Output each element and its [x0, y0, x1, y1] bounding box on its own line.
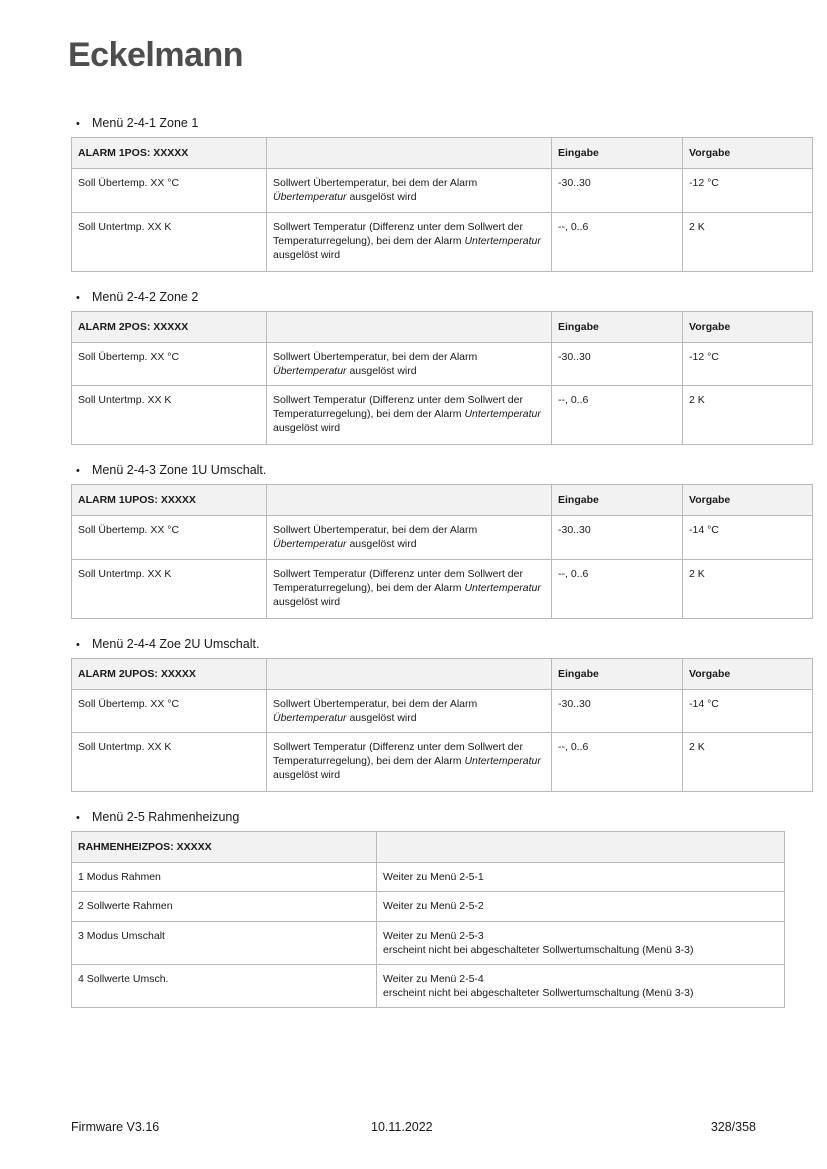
desc-emphasis: Untertemperatur: [464, 234, 541, 247]
table-row: [72, 733, 813, 792]
table-header-cell-default: Vorgabe: [683, 138, 813, 169]
menu-table: [71, 831, 785, 1008]
footer-firmware: Firmware V3.16: [71, 1120, 160, 1134]
bullet-dot: •: [76, 638, 80, 651]
section-bullet-heading: [71, 290, 756, 304]
table-header-cell-title: ALARM 2UPOS: XXXXX: [72, 658, 267, 689]
desc-post: ausgelöst wird: [273, 422, 341, 435]
menu-entry-note: erscheint nicht bei abgeschalteter Sollwertumschaltung (Menü 3-3): [383, 943, 694, 956]
menu-entry-name: 4 Sollwerte Umsch.: [72, 964, 377, 1007]
desc-emphasis: Übertemperatur: [273, 538, 347, 551]
table-row: [72, 386, 813, 445]
table-header-cell-input: Eingabe: [552, 485, 683, 516]
desc-pre: Sollwert Übertemperatur, bei dem der Alarm: [273, 350, 478, 363]
table-row: [72, 516, 813, 559]
bullet-dot: •: [76, 465, 80, 478]
table-header-cell-desc: [267, 311, 552, 342]
param-description: [267, 342, 552, 385]
param-default-value: -14 °C: [683, 516, 813, 559]
param-input-range: --, 0..6: [552, 559, 683, 618]
table-row: [72, 921, 785, 964]
table-header-cell-default: Vorgabe: [683, 485, 813, 516]
table-row: [72, 342, 813, 385]
desc-post: ausgelöst wird: [273, 248, 341, 261]
section-heading-text: Menü 2-4-4 Zoe 2U Umschalt.: [92, 636, 260, 651]
table-header-cell-input: Eingabe: [552, 658, 683, 689]
section-heading-text: Menü 2-5 Rahmenheizung: [92, 810, 240, 825]
desc-emphasis: Übertemperatur: [273, 364, 347, 377]
desc-post: ausgelöst wird: [346, 364, 417, 377]
param-name: Soll Übertemp. XX °C: [72, 516, 267, 559]
param-name: Soll Übertemp. XX °C: [72, 169, 267, 212]
desc-emphasis: Übertemperatur: [273, 191, 347, 204]
menu-entry-target: [377, 863, 785, 892]
desc-pre: Sollwert Übertemperatur, bei dem der Alarm: [273, 177, 478, 190]
desc-emphasis: Untertemperatur: [464, 581, 541, 594]
table-header-cell-input: Eingabe: [552, 138, 683, 169]
table-header-row: [72, 832, 785, 863]
param-input-range: --, 0..6: [552, 733, 683, 792]
table-header-row: [72, 138, 813, 169]
desc-pre: Sollwert Übertemperatur, bei dem der Alarm: [273, 524, 478, 537]
param-default-value: -12 °C: [683, 169, 813, 212]
menu-target-text: Weiter zu Menü 2-5-1: [383, 871, 484, 884]
desc-emphasis: Untertemperatur: [464, 755, 541, 768]
table-header-cell-desc: [267, 485, 552, 516]
param-name: Soll Untertmp. XX K: [72, 386, 267, 445]
section-heading-text: Menü 2-4-2 Zone 2: [92, 289, 199, 304]
param-name: Soll Untertmp. XX K: [72, 212, 267, 271]
table-header-cell-default: Vorgabe: [683, 658, 813, 689]
table-header-cell-title: ALARM 1UPOS: XXXXX: [72, 485, 267, 516]
table-header-row: [72, 485, 813, 516]
section-heading-text: Menü 2-4-1 Zone 1: [92, 116, 199, 130]
section-heading-text: Menü 2-4-3 Zone 1U Umschalt.: [92, 463, 267, 478]
menu-entry-target: [377, 892, 785, 921]
param-description: [267, 212, 552, 271]
param-name: Soll Untertmp. XX K: [72, 733, 267, 792]
menu-target-text: Weiter zu Menü 2-5-4: [383, 972, 484, 985]
table-header-cell-title: ALARM 1POS: XXXXX: [72, 138, 267, 169]
param-input-range: -30..30: [552, 169, 683, 212]
company-logo: Eckelmann: [68, 36, 244, 74]
table-row: [72, 169, 813, 212]
desc-post: ausgelöst wird: [346, 711, 417, 724]
section-bullet-heading: [71, 810, 756, 824]
table-header-row: [72, 311, 813, 342]
parameter-table: [71, 137, 813, 272]
desc-post: ausgelöst wird: [273, 595, 341, 608]
menu-entry-name: 3 Modus Umschalt: [72, 921, 377, 964]
param-input-range: -30..30: [552, 516, 683, 559]
table-row: [72, 559, 813, 618]
bullet-dot: •: [76, 812, 80, 825]
param-default-value: 2 K: [683, 386, 813, 445]
param-input-range: --, 0..6: [552, 386, 683, 445]
table-header-row: [72, 658, 813, 689]
menu-entry-name: 2 Sollwerte Rahmen: [72, 892, 377, 921]
param-default-value: 2 K: [683, 559, 813, 618]
table-row: [72, 892, 785, 921]
desc-pre: Sollwert Temperatur (Differenz unter dem Sollwert der Temperaturregelung), bei dem der Alarm: [273, 567, 523, 594]
table-header-cell-desc: [267, 138, 552, 169]
desc-pre: Sollwert Temperatur (Differenz unter dem Sollwert der Temperaturregelung), bei dem der Alarm: [273, 741, 523, 768]
param-description: [267, 733, 552, 792]
param-default-value: -12 °C: [683, 342, 813, 385]
table-header-cell-default: Vorgabe: [683, 311, 813, 342]
desc-pre: Sollwert Temperatur (Differenz unter dem Sollwert der Temperaturregelung), bei dem der Alarm: [273, 220, 523, 247]
desc-post: ausgelöst wird: [273, 769, 341, 782]
bullet-dot: •: [76, 291, 80, 304]
parameter-table: [71, 658, 813, 793]
section-bullet-heading: [71, 463, 756, 477]
param-input-range: --, 0..6: [552, 212, 683, 271]
document-content: [71, 116, 756, 1026]
desc-emphasis: Untertemperatur: [464, 408, 541, 421]
menu-entry-target: [377, 964, 785, 1007]
table-header-cell-desc: [267, 658, 552, 689]
param-description: [267, 169, 552, 212]
param-default-value: 2 K: [683, 212, 813, 271]
param-input-range: -30..30: [552, 689, 683, 732]
table-row: [72, 212, 813, 271]
param-description: [267, 386, 552, 445]
param-default-value: 2 K: [683, 733, 813, 792]
table-header-cell-title: ALARM 2POS: XXXXX: [72, 311, 267, 342]
desc-post: ausgelöst wird: [346, 191, 417, 204]
menu-entry-note: erscheint nicht bei abgeschalteter Sollwertumschaltung (Menü 3-3): [383, 987, 694, 1000]
param-input-range: -30..30: [552, 342, 683, 385]
page-footer: [71, 1120, 756, 1134]
footer-page-number: 328/358: [710, 1120, 756, 1134]
param-name: Soll Übertemp. XX °C: [72, 342, 267, 385]
param-description: [267, 559, 552, 618]
section-bullet-heading: [71, 637, 756, 651]
desc-post: ausgelöst wird: [346, 538, 417, 551]
footer-date: 10.11.2022: [371, 1120, 433, 1134]
param-default-value: -14 °C: [683, 689, 813, 732]
desc-pre: Sollwert Temperatur (Differenz unter dem Sollwert der Temperaturregelung), bei dem der Alarm: [273, 394, 523, 421]
menu-target-text: Weiter zu Menü 2-5-2: [383, 900, 484, 913]
table-row: [72, 689, 813, 732]
desc-pre: Sollwert Übertemperatur, bei dem der Alarm: [273, 697, 478, 710]
table-header-cell-target: [377, 832, 785, 863]
param-name: Soll Untertmp. XX K: [72, 559, 267, 618]
section-bullet-heading: [71, 116, 756, 130]
param-name: Soll Übertemp. XX °C: [72, 689, 267, 732]
table-header-cell-title: RAHMENHEIZPOS: XXXXX: [72, 832, 377, 863]
desc-emphasis: Übertemperatur: [273, 711, 347, 724]
parameter-table: [71, 484, 813, 619]
table-header-cell-input: Eingabe: [552, 311, 683, 342]
menu-target-text: Weiter zu Menü 2-5-3: [383, 929, 484, 942]
bullet-dot: •: [76, 118, 80, 130]
table-row: [72, 964, 785, 1007]
param-description: [267, 689, 552, 732]
menu-entry-target: [377, 921, 785, 964]
table-row: [72, 863, 785, 892]
menu-entry-name: 1 Modus Rahmen: [72, 863, 377, 892]
param-description: [267, 516, 552, 559]
parameter-table: [71, 311, 813, 446]
